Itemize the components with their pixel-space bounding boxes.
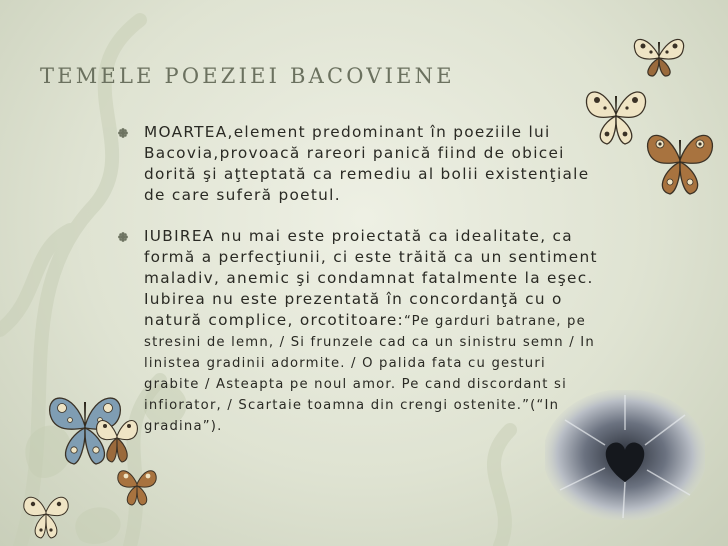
butterfly-icon: [92, 410, 142, 465]
keyword-moartea: MOARTEA: [144, 123, 228, 141]
bullet-moartea-text: ,element predominant în poeziile lui Bacovia,provoacă rareori panică fiind de obicei dorită şi aţteptată ca remediu al bolii existenţiale de care suferă poetul.: [144, 123, 590, 204]
bullet-iubirea: [144, 226, 604, 436]
heart-image: [545, 390, 705, 520]
bullet-icon: [118, 232, 128, 242]
butterfly-icon: [640, 120, 720, 200]
slide-title: TEMELE POEZIEI BACOVIENE: [40, 64, 455, 88]
butterfly-icon: [628, 30, 690, 80]
butterfly-icon: [20, 488, 72, 540]
keyword-iubirea: IUBIREA: [144, 227, 215, 245]
poem-quote: “Pe garduri batrane, pe stresini de lemn, / Si frunzele cad ca un sinistru semn / In linistea gradinii adormite. / O palida fata cu gesturi grabite / Asteapta pe noul amor. Pe cand discordant si infiorator, / Scartaie toamna din crengi ostenite.”(“In gradina”).: [144, 314, 595, 434]
bullet-iubirea-text: nu mai este proiectată ca idealitate, ca formă a perfecţiunii, ci este trăită ca un sentiment maladiv, anemic şi condamnat fatalmente la eşec. Iubirea nu este prezentată în concordanţă cu o natură complice, orcotitoare: [144, 227, 598, 329]
bullet-iubirea-colon: :: [397, 311, 405, 329]
bullet-icon: [118, 128, 128, 138]
butterfly-icon: [114, 462, 160, 508]
bullet-moartea: [144, 122, 604, 206]
